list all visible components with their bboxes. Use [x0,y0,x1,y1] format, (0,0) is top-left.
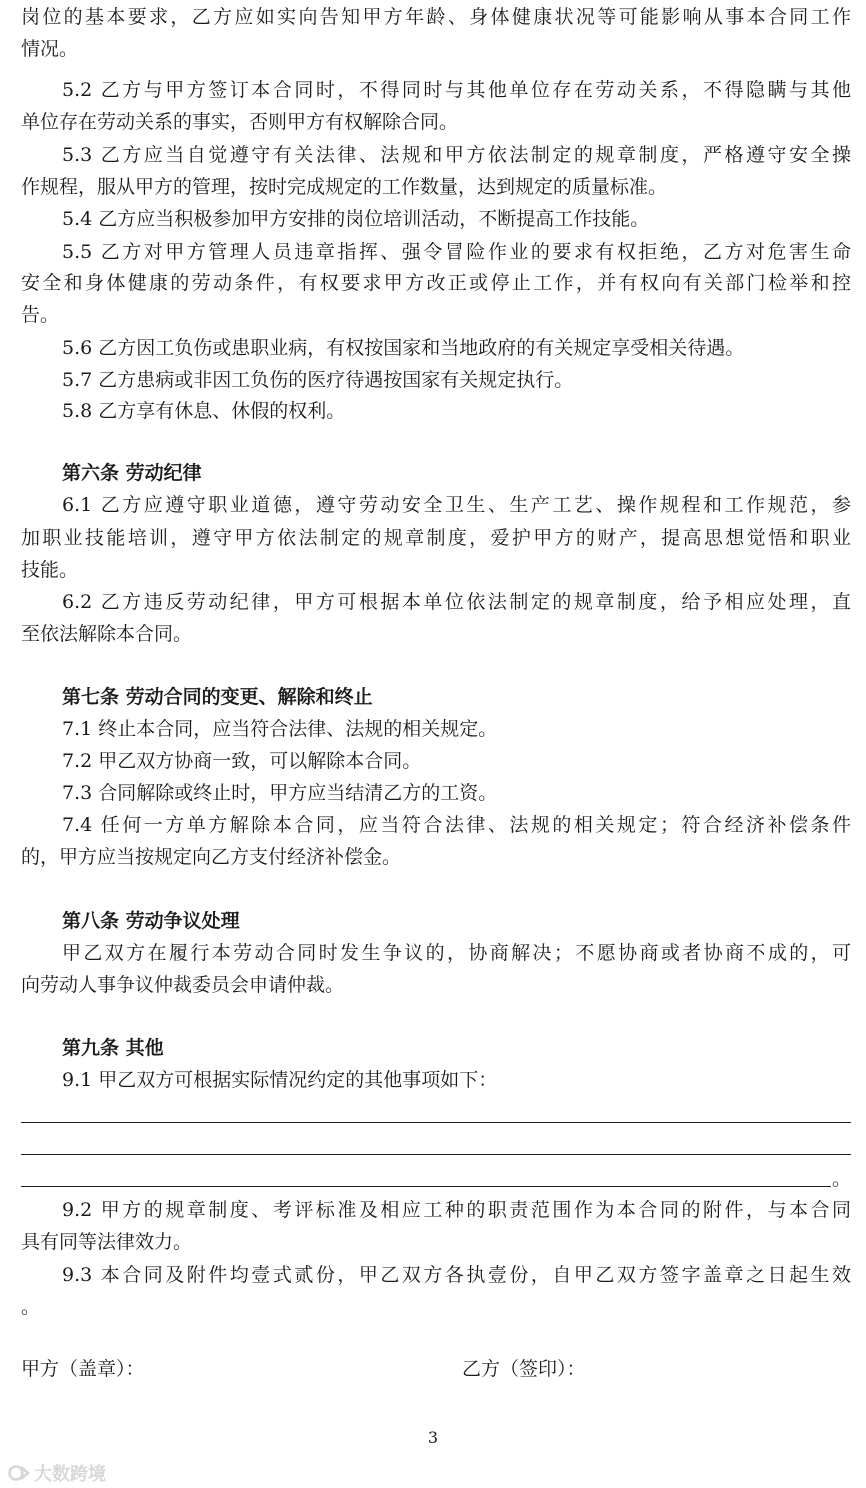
paragraph-line: 加职业技能培训，遵守甲方依法制定的规章制度，爱护甲方的财产，提高思想觉悟和职业 [21,527,851,549]
blank-line-end-mark: 。 [832,1168,852,1190]
clause-5-8: 5.8 乙方享有休息、休假的权利。 [62,400,346,422]
clause-8-body: 甲乙双方在履行本劳动合同时发生争议的，协商解决；不愿协商或者协商不成的，可 [62,942,851,964]
clause-6-2: 6.2 乙方违反劳动纪律，甲方可根据本单位依法制定的规章制度，给予相应处理，直 [62,591,851,613]
blank-line [21,1122,851,1123]
paragraph-line: 至依法解除本合同。 [21,623,193,645]
clause-5-4: 5.4 乙方应当积极参加甲方安排的岗位培训活动，不断提高工作技能。 [62,208,650,230]
clause-5-5: 5.5 乙方对甲方管理人员违章指挥、强令冒险作业的要求有权拒绝，乙方对危害生命 [62,241,851,263]
clause-9-1: 9.1 甲乙双方可根据实际情况约定的其他事项如下： [62,1069,498,1091]
page-number: 3 [427,1428,439,1447]
paragraph-line: 。 [21,1296,41,1318]
paragraph-line: 单位存在劳动关系的事实，否则甲方有权解除合同。 [21,111,459,133]
paragraph-line: 安全和身体健康的劳动条件，有权要求甲方改正或停止工作，并有权向有关部门检举和控 [21,272,851,294]
signature-party-a: 甲方（盖章）： [21,1358,145,1380]
brand-logo-icon [8,1464,30,1482]
watermark [8,1460,106,1486]
section-heading-6: 第六条 劳动纪律 [62,462,202,484]
blank-line [21,1154,851,1155]
paragraph-line: 技能。 [21,559,79,581]
clause-7-4: 7.4 任何一方单方解除本合同，应当符合法律、法规的相关规定；符合经济补偿条件 [62,814,851,836]
signature-party-b: 乙方（签印）： [462,1358,586,1380]
paragraph-line: 具有同等法律效力。 [21,1231,193,1253]
section-heading-8: 第八条 劳动争议处理 [62,910,240,932]
clause-7-2: 7.2 甲乙双方协商一致，可以解除本合同。 [62,750,422,772]
clause-7-3: 7.3 合同解除或终止时，甲方应当结清乙方的工资。 [62,782,498,804]
paragraph-line: 向劳动人事争议仲裁委员会申请仲裁。 [21,974,345,996]
paragraph-line: 情况。 [21,38,79,60]
clause-9-3: 9.3 本合同及附件均壹式贰份，甲乙双方各执壹份，自甲乙双方签字盖章之日起生效 [62,1264,851,1286]
clause-5-6: 5.6 乙方因工负伤或患职业病，有权按国家和当地政府的有关规定享受相关待遇。 [62,337,745,359]
paragraph-line: 岗位的基本要求，乙方应如实向告知甲方年龄、身体健康状况等可能影响从事本合同工作 [21,6,851,28]
section-heading-9: 第九条 其他 [62,1037,164,1059]
clause-9-2: 9.2 甲方的规章制度、考评标准及相应工种的职责范围作为本合同的附件，与本合同 [62,1199,851,1221]
clause-5-7: 5.7 乙方患病或非因工负伤的医疗待遇按国家有关规定执行。 [62,369,574,391]
blank-line [21,1186,831,1187]
paragraph-line: 告。 [21,304,60,326]
clause-5-2: 5.2 乙方与甲方签订本合同时，不得同时与其他单位存在劳动关系，不得隐瞒与其他 [62,79,851,101]
clause-5-3: 5.3 乙方应当自觉遵守有关法律、法规和甲方依法制定的规章制度，严格遵守安全操 [62,144,851,166]
clause-7-1: 7.1 终止本合同，应当符合法律、法规的相关规定。 [62,718,498,740]
paragraph-line: 的，甲方应当按规定向乙方支付经济补偿金。 [21,846,402,868]
paragraph-line: 作规程，服从甲方的管理，按时完成规定的工作数量，达到规定的质量标准。 [21,176,668,198]
clause-6-1: 6.1 乙方应遵守职业道德，遵守劳动安全卫生、生产工艺、操作规程和工作规范，参 [62,494,851,516]
section-heading-7: 第七条 劳动合同的变更、解除和终止 [62,686,373,708]
watermark-text: 大数跨境 [34,1464,106,1485]
